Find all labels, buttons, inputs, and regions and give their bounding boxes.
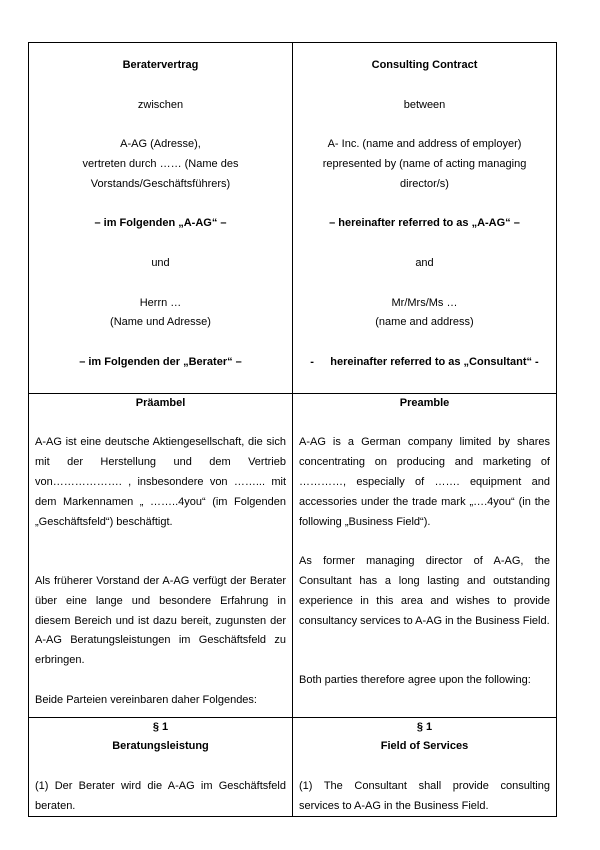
defined-consultant-dash-en: - xyxy=(310,355,314,368)
consultant-line1-en: Mr/Mrs/Ms … xyxy=(391,296,458,309)
section1-para1-en: (1) The Consultant shall provide consulting services to A-AG in the Business Field. xyxy=(299,779,550,812)
preamble-heading-de: Präambel xyxy=(135,396,186,409)
section1-number-en: § 1 xyxy=(416,720,433,733)
company-line2-de: vertreten durch …… (Name des xyxy=(82,157,239,170)
and-en: and xyxy=(415,256,434,269)
preamble-para3-en: Both parties therefore agree upon the following: xyxy=(299,673,531,686)
preamble-para1-de: A-AG ist eine deutsche Aktiengesellschaft, die sich mit der Herstellung und dem Vertrieb von………………. , insbesondere von ……... mit dem Markennamen „ ……..4you“ (im Folgenden „Geschäftsfeld“) beschäftigt. xyxy=(35,436,286,528)
contract-title-de: Beratervertrag xyxy=(122,59,199,71)
preamble-para3-de: Beide Parteien vereinbaren daher Folgendes: xyxy=(35,693,257,706)
company-line1-en: A- Inc. (name and address of employer) xyxy=(327,138,522,151)
bilingual-contract-table xyxy=(28,42,557,817)
defined-consultant-text-en: hereinafter referred to as „Consultant“ - xyxy=(330,355,539,368)
section1-title-en: Field of Services xyxy=(380,740,469,753)
preamble-para2-en: As former managing director of A-AG, the Consultant has a long lasting and outstanding experience in this area and wishes to provide consultancy services to A-AG in the Business Field. xyxy=(299,555,550,627)
defined-consultant-de: – im Folgenden der „Berater“ – xyxy=(79,355,242,368)
section1-para1-de: (1) Der Berater wird die A-AG im Geschäftsfeld beraten. xyxy=(35,779,286,812)
between-en: between xyxy=(403,98,446,111)
defined-company-de: – im Folgenden „A-AG“ – xyxy=(94,217,227,230)
company-line3-en: director/s) xyxy=(400,177,449,190)
consultant-line2-en: (name and address) xyxy=(375,316,474,329)
preamble-cell-de xyxy=(29,393,293,717)
parties-cell-en xyxy=(293,43,557,394)
consultant-line2-de: (Name und Adresse) xyxy=(110,316,211,329)
preamble-cell-en xyxy=(293,393,557,717)
and-de: und xyxy=(151,256,170,269)
company-line1-de: A-AG (Adresse), xyxy=(120,138,201,151)
section1-number-de: § 1 xyxy=(152,720,169,733)
section1-cell-de xyxy=(29,717,293,817)
contract-title-en: Consulting Contract xyxy=(371,59,478,71)
parties-row xyxy=(29,43,557,394)
defined-company-en: – hereinafter referred to as „A-AG“ – xyxy=(329,217,520,230)
defined-consultant-en xyxy=(299,353,550,373)
parties-cell-de xyxy=(29,43,293,394)
section1-row xyxy=(29,717,557,817)
section1-cell-en xyxy=(293,717,557,817)
between-de: zwischen xyxy=(137,98,184,111)
preamble-para2-de: Als früherer Vorstand der A-AG verfügt der Berater über eine lange und besondere Erfahrung in diesem Bereich und ist dazu bereit, zugunsten der A-AG Beratungsleistungen im Geschäftsfeld zu erbringen. xyxy=(35,574,286,667)
company-line2-en: represented by (name of acting managing xyxy=(322,157,527,170)
section1-title-de: Beratungsleistung xyxy=(112,740,209,753)
company-line3-de: Vorstands/Geschäftsführers) xyxy=(90,177,231,190)
preamble-heading-en: Preamble xyxy=(399,396,450,409)
preamble-para1-en: A-AG is a German company limited by shares concentrating on producing and marketing of …………, especially of ……. equipment and accessories under the trade mark „….4you“ (in the following „Business Field“). xyxy=(299,436,550,528)
preamble-row xyxy=(29,393,557,717)
consultant-line1-de: Herrn … xyxy=(139,296,182,309)
contract-document xyxy=(28,42,557,817)
